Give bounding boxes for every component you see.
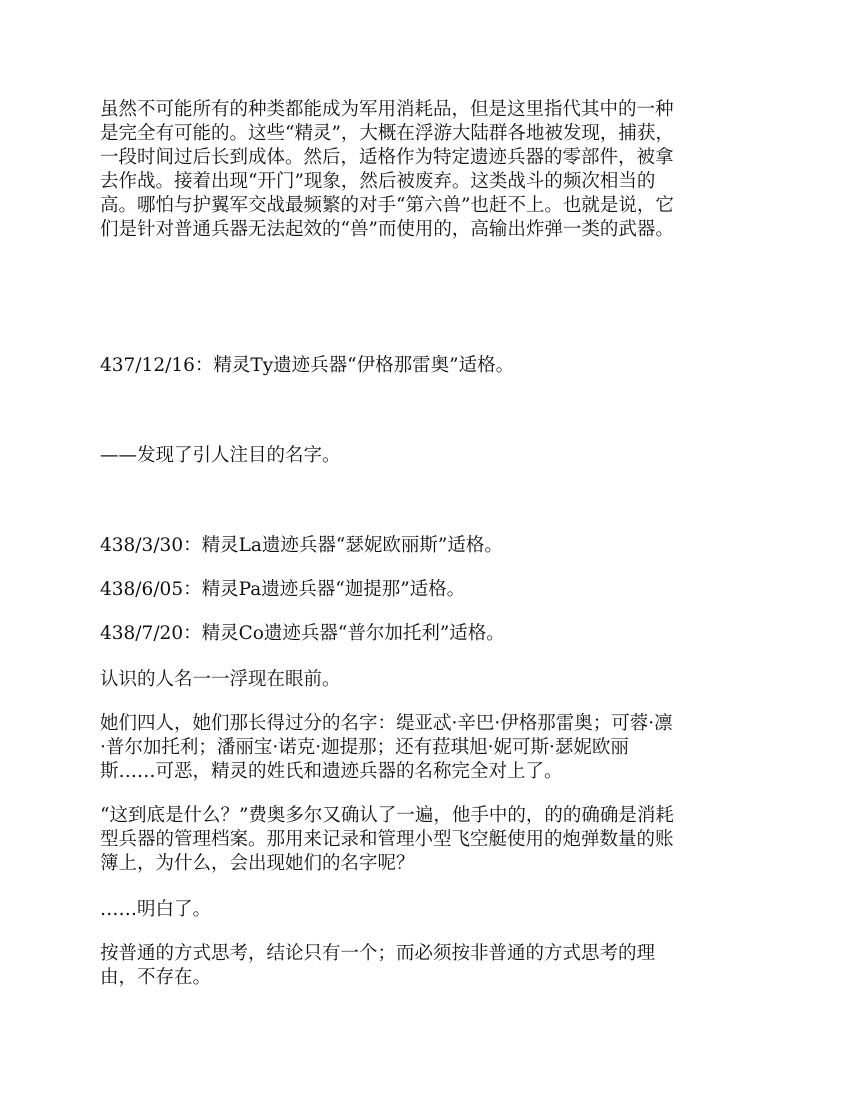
paragraph-names-appear: 认识的人名一一浮现在眼前。 xyxy=(100,669,341,690)
record-entry-pa: 438/6/05：精灵Pa遗迹兵器“迦提那”适格。 xyxy=(100,579,466,600)
record-entry-ty: 437/12/16：精灵Ty遗迹兵器“伊格那雷奥”适格。 xyxy=(100,355,515,376)
paragraph-feodor-question: “这到底是什么？”费奥多尔又确认了一遍，他手中的，的的确确是消耗 型兵器的管理档案。那用来记录和管理小型飞空艇使用的炮弹数量的账 簿上，为什么，会出现她们的名字呢？ xyxy=(100,805,674,874)
record-entry-co: 438/7/20：精灵Co遗迹兵器“普尔加托利”适格。 xyxy=(100,623,505,644)
paragraph-four-names: 她们四人，她们那长得过分的名字：缇亚忒·辛巴·伊格那雷奥；可蓉·凛 ·普尔加托利；潘丽宝·诺克·迦提那；还有菈琪旭·妮可斯·瑟妮欧丽 斯……可恶，精灵的姓氏和遗迹兵器的名称完全对上了。 xyxy=(100,713,673,782)
paragraph-conclusion: 按普通的方式思考，结论只有一个；而必须按非普通的方式思考的理 由，不存在。 xyxy=(100,943,656,988)
paragraph-notice-name: ——发现了引人注目的名字。 xyxy=(100,445,341,466)
paragraph-weapon-description: 虽然不可能所有的种类都能成为军用消耗品，但是这里指代其中的一种 是完全有可能的。这些“精灵”，大概在浮游大陆群各地被发现，捕获， 一段时间过后长到成体。然后，适格作为特定遗迹兵器的零部件，被拿 去作战。接着出现“开门”现象，然后被废弃。这类战斗的频次相当的 高。哪怕与护翼军交战最频繁的对手“第六兽”也赶不上。也就是说，它 们是针对普通兵器无法起效的“兽”而使用的，高输出炸弹一类的武器。 xyxy=(100,99,674,240)
record-entry-la: 438/3/30：精灵La遗迹兵器“瑟妮欧丽斯”适格。 xyxy=(100,535,503,556)
paragraph-understood: ……明白了。 xyxy=(100,899,212,920)
